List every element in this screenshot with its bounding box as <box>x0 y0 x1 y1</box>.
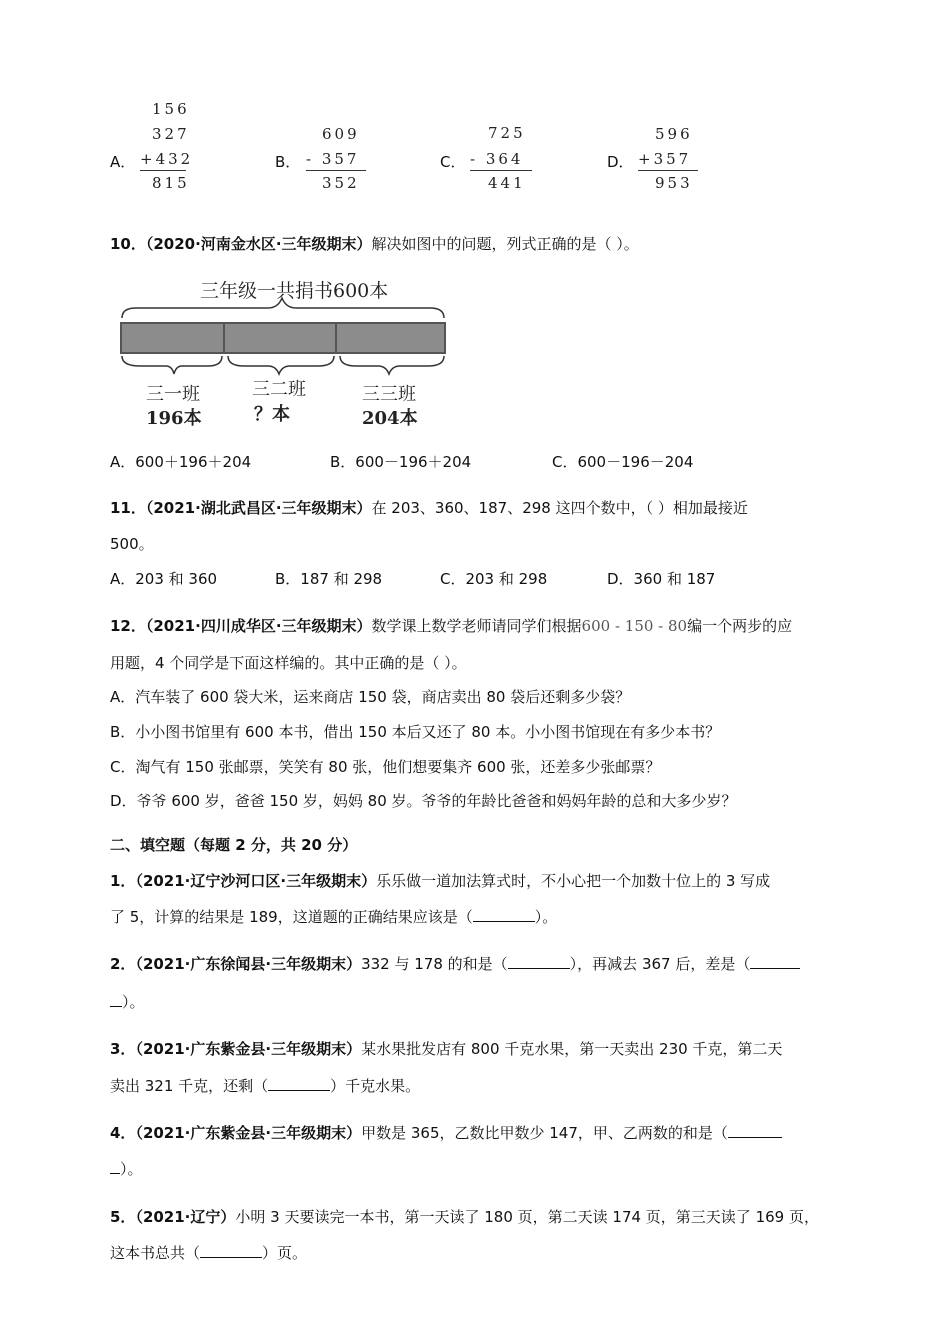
diagram-bar-segment-3 <box>335 322 446 354</box>
fill2-answer-blank-2-cont[interactable] <box>110 992 122 1007</box>
fill5-line1: 小明 3 天要读完一本书，第一天读了 180 页，第二天读 174 页，第三天读了 169 页， <box>235 1208 819 1226</box>
fill5-stem <box>110 1206 819 1228</box>
diagram-total-label: 三年级一共捐书600本 <box>200 280 389 302</box>
q11-source: （2021·湖北武昌区·三年级期末） <box>145 499 372 517</box>
diagram-brace-3 <box>340 356 444 374</box>
fill4-source: （2021·广东紫金县·三年级期末） <box>135 1124 362 1142</box>
diagram-top-brace <box>122 298 444 318</box>
q9-d-label[interactable]: D． <box>607 153 634 171</box>
q9-d-rule <box>638 170 698 171</box>
q10-option-a[interactable]: A．600＋196＋204 <box>110 453 252 471</box>
q9-c-row1: 725 <box>488 124 526 142</box>
q10-number: 10． <box>110 235 146 253</box>
q9-b-row1: 609 <box>322 125 360 143</box>
fill2-line1-mid: ），再减去 367 后，差是（ <box>569 955 751 973</box>
q9-c-label[interactable]: C． <box>440 153 466 171</box>
q9-b-label[interactable]: B． <box>275 153 301 171</box>
fill3-line2 <box>110 1075 420 1097</box>
diagram-brace-1 <box>122 356 222 374</box>
q9-d-result: 953 <box>655 174 693 192</box>
fill2-source: （2021·广东徐闻县·三年级期末） <box>135 955 362 973</box>
q9-a-row1: 156 <box>152 100 190 118</box>
q12-stem <box>110 615 792 637</box>
fill5-line2-post: ）页。 <box>262 1244 308 1262</box>
fill4-answer-blank[interactable] <box>728 1123 782 1138</box>
q12-option-d[interactable]: D．爷爷 600 岁，爸爸 150 岁，妈妈 80 岁。爷爷的年龄比爸爸和妈妈年龄的总和大多少岁？ <box>110 792 737 810</box>
q11-option-d[interactable]: D．360 和 187 <box>607 570 716 588</box>
q10-option-c[interactable]: C．600－196－204 <box>552 453 694 471</box>
q11-stem <box>110 497 748 519</box>
fill2-stem <box>110 953 800 975</box>
fill5-line2 <box>110 1242 307 1264</box>
fill2-line2-post: ）。 <box>122 993 145 1011</box>
fill5-answer-blank[interactable] <box>200 1243 262 1258</box>
fill3-line2-post: ）千克水果。 <box>330 1077 421 1095</box>
q9-d-row2: +357 <box>638 150 692 168</box>
q12-number: 12． <box>110 617 146 635</box>
q9-a-row3: +432 <box>140 150 194 168</box>
q9-c-result: 441 <box>488 174 526 192</box>
fill1-line1: 乐乐做一道加法算式时，不小心把一个加数十位上的 3 写成 <box>376 872 771 890</box>
diagram-amount-3: 204本 <box>362 408 418 429</box>
q12-option-c[interactable]: C．淘气有 150 张邮票，笑笑有 80 张，他们想要集齐 600 张，还差多少张邮票？ <box>110 758 661 776</box>
fill1-number: 1． <box>110 872 136 890</box>
q11-text-line1: 在 203、360、187、298 这四个数中，（ ）相加最接近 <box>371 499 748 517</box>
fill1-line2-pre: 了 5，计算的结果是 189，这道题的正确结果应该是（ <box>110 908 473 926</box>
q9-c-row2: - 364 <box>470 150 524 168</box>
q10-source: （2020·河南金水区·三年级期末） <box>145 235 372 253</box>
q11-number: 11． <box>110 499 146 517</box>
fill3-answer-blank[interactable] <box>268 1076 330 1091</box>
q9-a-label[interactable]: A． <box>110 153 136 171</box>
q11-option-a[interactable]: A．203 和 360 <box>110 570 218 588</box>
fill1-line2 <box>110 906 557 928</box>
q9-b-result: 352 <box>322 174 360 192</box>
fill3-number: 3． <box>110 1040 136 1058</box>
q12-text-post: 编一个两步的应 <box>687 617 793 635</box>
q9-a-result: 815 <box>152 174 190 192</box>
fill4-stem <box>110 1122 782 1144</box>
diagram-bar-segment-2 <box>223 322 337 354</box>
q11-text-line2: 500。 <box>110 535 154 553</box>
q9-b-rule <box>306 170 366 171</box>
fill5-source: （2021·辽宁） <box>135 1208 236 1226</box>
q11-option-c[interactable]: C．203 和 298 <box>440 570 548 588</box>
q12-expression: 600 - 150 - 80 <box>581 617 688 635</box>
fill1-line2-post: ）。 <box>534 908 558 926</box>
q9-a-row2: 327 <box>152 125 190 143</box>
fill3-source: （2021·广东紫金县·三年级期末） <box>135 1040 362 1058</box>
q12-option-b[interactable]: B．小小图书馆里有 600 本书，借出 150 本后又还了 80 本。小小图书馆现在有多少本书？ <box>110 723 721 741</box>
fill4-line1-pre: 甲数是 365，乙数比甲数少 147，甲、乙两数的和是（ <box>361 1124 728 1142</box>
fill1-answer-blank[interactable] <box>473 907 535 922</box>
fill2-answer-blank-2[interactable] <box>750 954 800 969</box>
fill4-line2-post: ）。 <box>120 1160 143 1178</box>
q12-text-line2: 用题，4 个同学是下面这样编的。其中正确的是（ ）。 <box>110 654 467 672</box>
fill3-stem <box>110 1038 782 1060</box>
diagram-class-3: 三三班 <box>362 384 416 405</box>
q10-option-b[interactable]: B．600－196＋204 <box>330 453 472 471</box>
q12-text-pre: 数学课上数学老师请同学们根据 <box>371 617 582 635</box>
fill4-answer-blank-cont[interactable] <box>110 1159 120 1174</box>
fill1-stem <box>110 870 770 892</box>
q9-a-rule <box>140 170 186 171</box>
q10-stem <box>110 233 639 255</box>
section2-title: 二、填空题（每题 2 分，共 20 分） <box>110 836 358 854</box>
fill4-number: 4． <box>110 1124 136 1142</box>
diagram-amount-2: ？本 <box>254 404 290 425</box>
q12-source: （2021·四川成华区·三年级期末） <box>145 617 372 635</box>
diagram-class-1: 三一班 <box>146 384 200 405</box>
diagram-brace-2 <box>228 356 334 374</box>
q12-option-a[interactable]: A．汽车装了 600 袋大米，运来商店 150 袋，商店卖出 80 袋后还剩多少袋？ <box>110 688 631 706</box>
fill2-answer-blank-1[interactable] <box>508 954 570 969</box>
fill5-line2-pre: 这本书总共（ <box>110 1244 201 1262</box>
diagram-class-2: 三二班 <box>252 379 306 400</box>
fill1-source: （2021·辽宁沙河口区·三年级期末） <box>135 872 377 890</box>
q11-option-b[interactable]: B．187 和 298 <box>275 570 383 588</box>
fill2-number: 2． <box>110 955 136 973</box>
diagram-bar-segment-1 <box>120 322 225 354</box>
diagram-amount-1: 196本 <box>146 408 202 429</box>
fill3-line2-pre: 卖出 321 千克，还剩（ <box>110 1077 269 1095</box>
fill2-line1-pre: 332 与 178 的和是（ <box>361 955 508 973</box>
q10-text: 解决如图中的问题，列式正确的是（ ）。 <box>371 235 639 253</box>
fill4-line2 <box>110 1158 143 1180</box>
q9-d-row1: 596 <box>655 125 693 143</box>
fill3-line1: 某水果批发店有 800 千克水果，第一天卖出 230 千克，第二天 <box>361 1040 783 1058</box>
q9-c-rule <box>470 170 532 171</box>
q9-b-row2: - 357 <box>306 150 360 168</box>
fill2-line2 <box>110 991 145 1013</box>
fill5-number: 5． <box>110 1208 136 1226</box>
